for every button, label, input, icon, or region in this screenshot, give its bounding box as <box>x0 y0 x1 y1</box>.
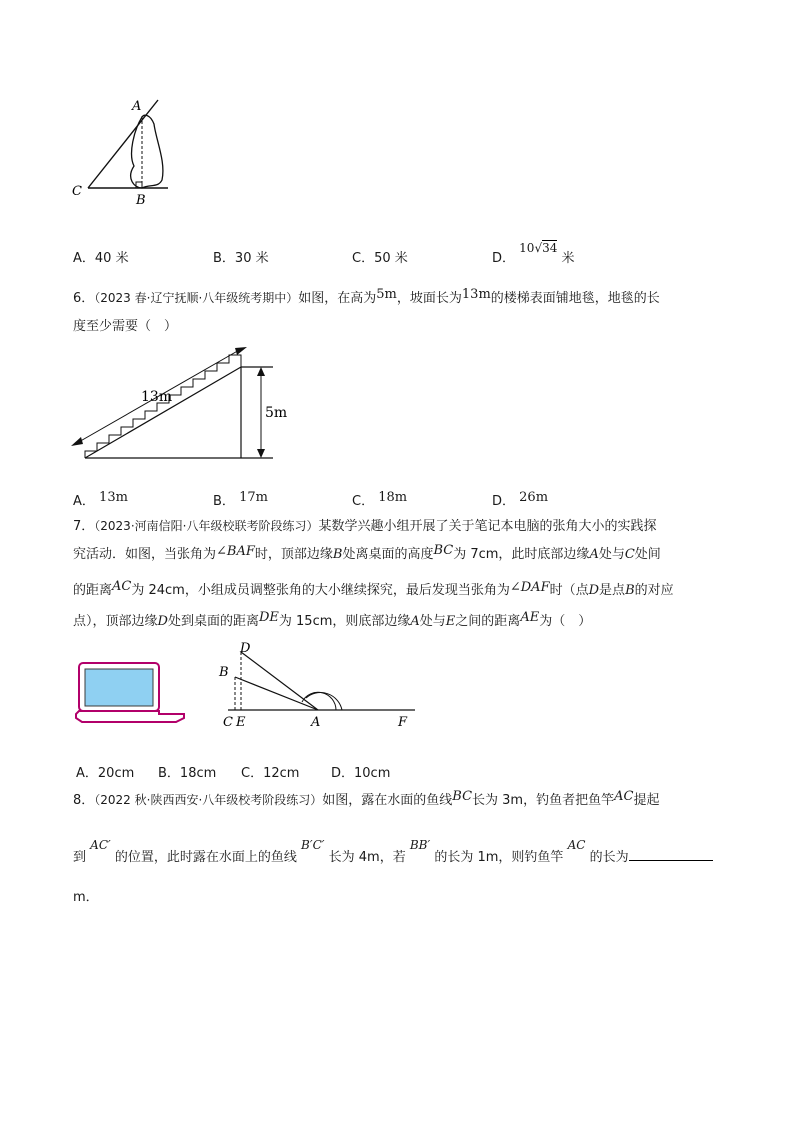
q6-line-2: 度至少需要（ ） <box>73 319 178 334</box>
q7-option-d[interactable]: D．10cm <box>331 766 391 781</box>
q7-option-c[interactable]: C．12cm <box>241 766 300 781</box>
q6-option-b[interactable]: B． 17m <box>213 490 268 509</box>
q8-line-3: m． <box>73 890 99 905</box>
q6-slope-label: 13m <box>141 389 173 405</box>
q6-option-a[interactable]: A． 13m <box>73 490 128 509</box>
q7-label-f: F <box>398 715 408 730</box>
q5-option-d-math: 10√34 <box>519 241 558 255</box>
q5-figure <box>60 92 180 210</box>
q6-option-d[interactable]: D． 26m <box>492 490 549 509</box>
q5-option-a[interactable]: A．40 米 <box>73 251 129 266</box>
q6-line-1: 6．（2023 春·辽宁抚顺·八年级统考期中）如图，在高为5m，坡面长为13m的楼梯表面铺地毯，地毯的长 <box>73 287 660 306</box>
q7-option-b[interactable]: B．18cm <box>158 766 217 781</box>
q6-option-c[interactable]: C． 18m <box>352 490 408 509</box>
laptop-illustration <box>72 660 190 724</box>
q5-option-d[interactable]: D． 10√34 米 <box>492 241 575 266</box>
q7-figure <box>210 640 420 730</box>
q8-answer-blank[interactable] <box>629 846 713 861</box>
q6-figure <box>65 343 305 465</box>
q5-label-b: B <box>136 193 146 208</box>
q8-line-2: 到 AC′ 的位置，此时露在水面上的鱼线 B′C′ 长为 4m，若 BB′ 的长为 1m，则钓鱼竿 AC 的长为 <box>73 843 743 872</box>
q7-line-1: 7．（2023·河南信阳·八年级校联考阶段练习）某数学兴趣小组开展了关于笔记本电脑的张角大小的实践探 <box>73 519 657 534</box>
q5-option-c[interactable]: C．50 米 <box>352 251 408 266</box>
q5-option-b[interactable]: B．30 米 <box>213 251 269 266</box>
q5-label-a: A <box>132 99 142 114</box>
q5-label-c: C <box>72 184 82 199</box>
q7-option-a[interactable]: A．20cm <box>76 766 135 781</box>
q6-height-label: 5m <box>265 405 288 421</box>
q7-label-e: E <box>236 715 246 730</box>
q7-line-2: 究活动．如图，当张角为∠BAF时，顶部边缘B处离桌面的高度BC为 7cm，此时底部边缘A处与C处间 <box>73 543 661 562</box>
q7-label-a: A <box>311 715 321 730</box>
q7-line-4: 点），顶部边缘D处到桌面的距离DE为 15cm，则底部边缘A处与E之间的距离AE为（ ） <box>73 610 592 629</box>
q7-line-3: 的距离AC为 24cm，小组成员调整张角的大小继续探究，最后发现当张角为∠DAF时（点D是点B的对应 <box>73 579 674 598</box>
q8-line-1: 8．（2022 秋·陕西西安·八年级校考阶段练习）如图，露在水面的鱼线BC长为 3m，钓鱼者把鱼竿AC提起 <box>73 789 660 808</box>
q7-label-b: B <box>219 665 229 680</box>
q7-label-d: D <box>240 641 251 656</box>
q7-label-c: C <box>223 715 233 730</box>
